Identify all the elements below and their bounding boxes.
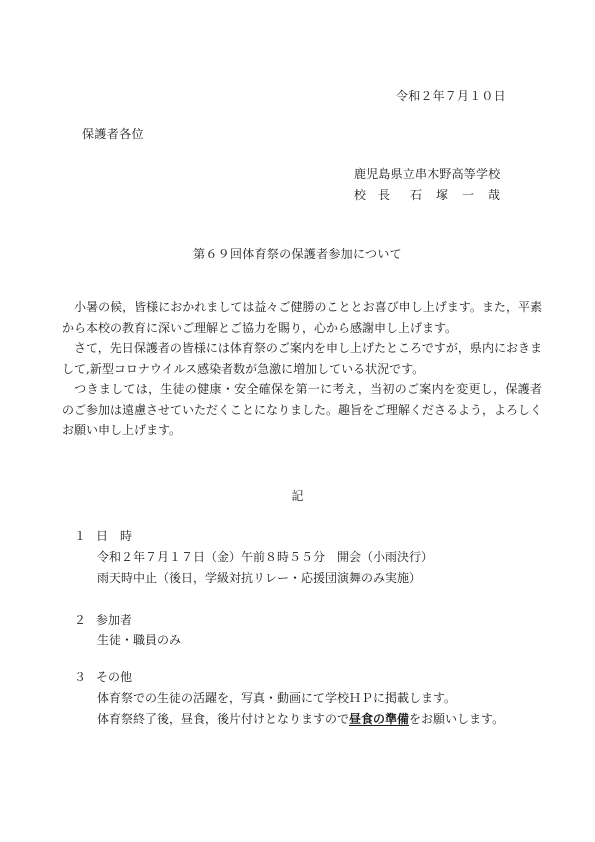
section-number: １: [74, 529, 87, 543]
sender-title: 校 長: [354, 188, 391, 202]
ki-heading: 記: [291, 489, 304, 503]
sender-school: 鹿児島県立串木野高等学校: [354, 167, 501, 181]
sender-principal: [354, 187, 501, 203]
emphasis-text: 昼食の準備: [349, 712, 410, 726]
document-date: 令和２年７月１０日: [396, 89, 506, 103]
section-heading: [74, 612, 132, 628]
body-paragraph: つきましては，生徒の健康・安全確保を第一に考え，当初のご案内を変更し，保護者のご参加は遠慮させていただくことになりました。趣旨をご理解くださるよう，よろしくお願い申し上げます。: [62, 382, 543, 437]
section-title: その他: [96, 670, 133, 684]
section-number: ３: [74, 670, 87, 684]
body-text: [62, 297, 542, 441]
sender-name: 石 塚 一 哉: [410, 188, 502, 202]
section-heading: [74, 528, 132, 544]
document-title: 第６９回体育祭の保護者参加について: [193, 247, 402, 261]
section-line: 体育祭終了後，昼食，後片付けとなりますので昼食の準備をお願いします。: [97, 712, 505, 726]
section-heading: [74, 669, 132, 685]
section-title: 参加者: [96, 613, 133, 627]
section-line: 体育祭での生徒の活躍を，写真・動画にて学校ＨＰに掲載します。: [97, 691, 457, 705]
section-line: 雨天時中止（後日，学級対抗リレー・応援団演舞のみ実施）: [97, 571, 422, 585]
recipient: 保護者各位: [82, 127, 145, 141]
section-number: ２: [74, 613, 87, 627]
section-title: 日 時: [96, 529, 133, 543]
section-line: 生徒・職員のみ: [97, 633, 182, 647]
section-line: 令和２年７月１７日（金）午前８時５５分 開会（小雨決行）: [97, 550, 434, 564]
body-paragraph: 小暑の候，皆様におかれましては益々ご健勝のこととお喜び申し上げます。また，平素から本校の教育に深いご理解とご協力を賜り，心から感謝申し上げます。: [62, 300, 542, 335]
body-paragraph: さて，先日保護者の皆様には体育祭のご案内を申し上げたところですが，県内におきまして,新型コロナウイルス感染者数が急激に増加している状況です。: [62, 341, 542, 376]
